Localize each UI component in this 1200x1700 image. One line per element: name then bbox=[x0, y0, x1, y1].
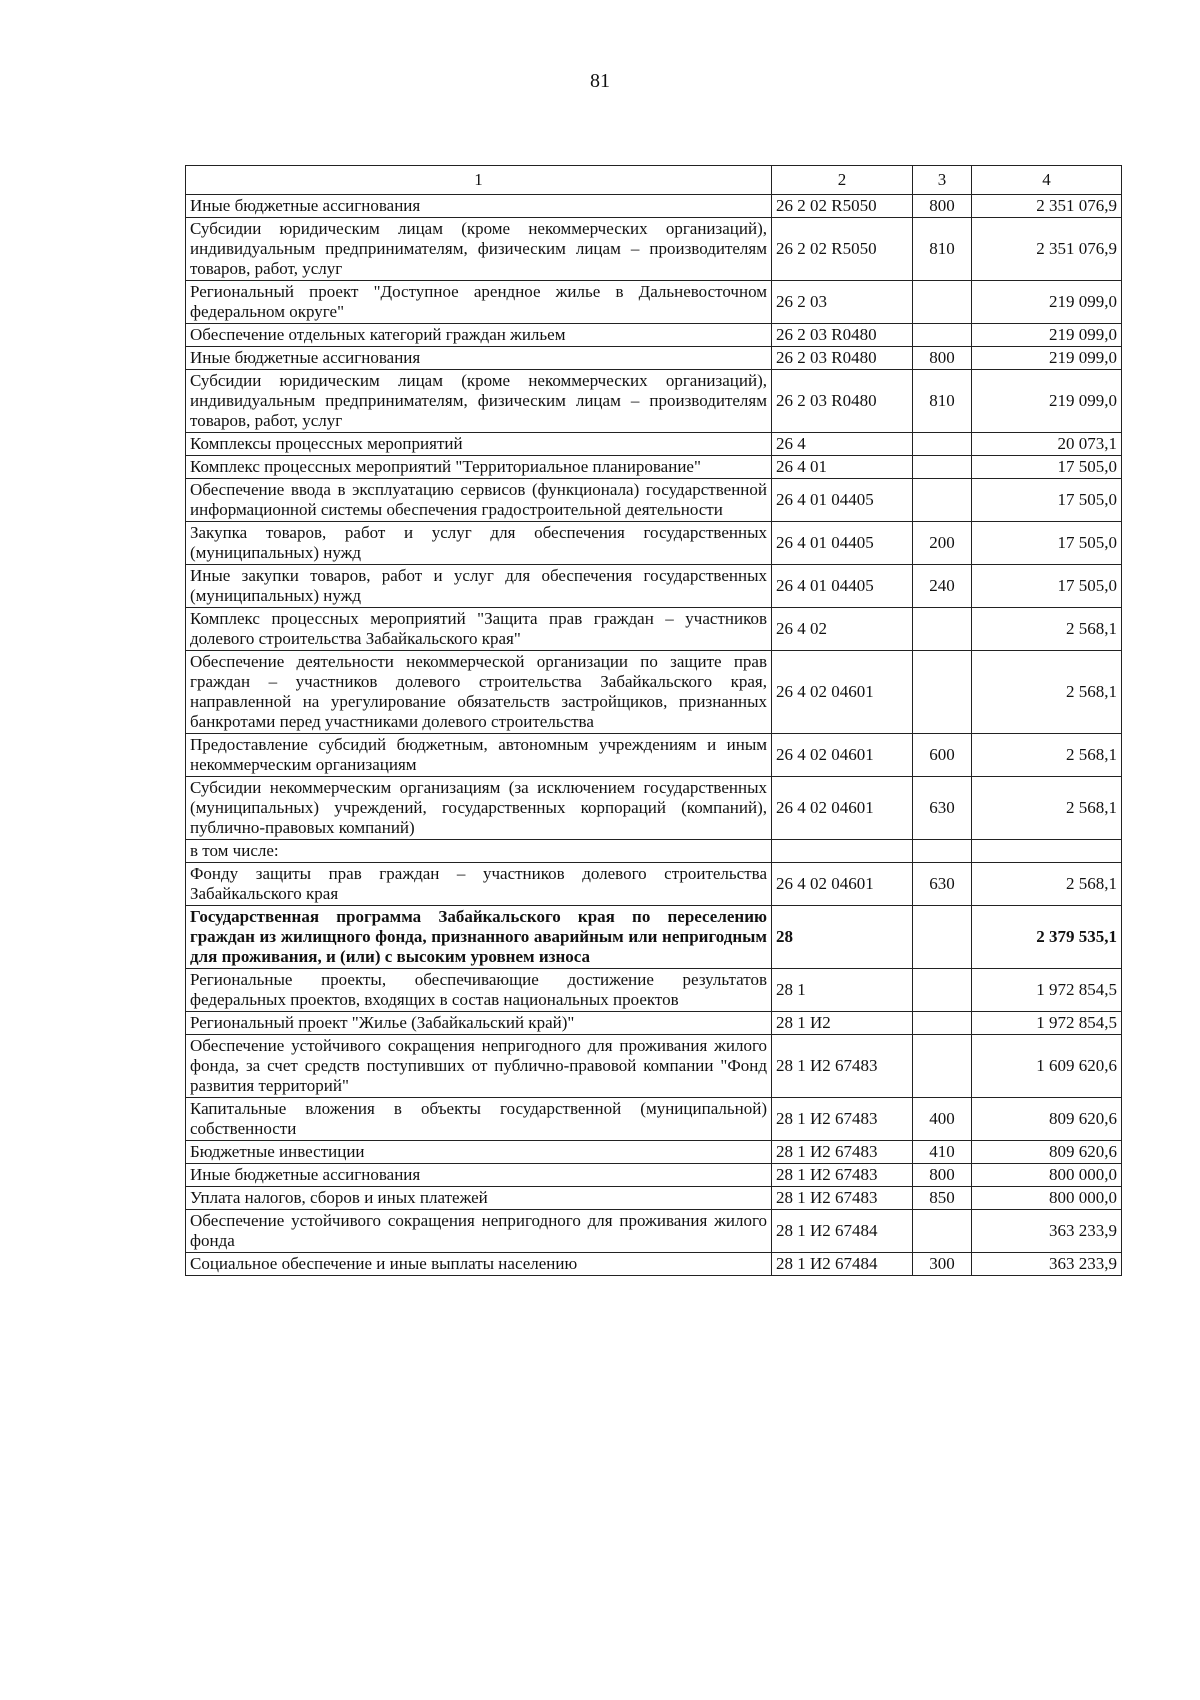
row-name: Комплекс процессных мероприятий "Территориальное планирование" bbox=[186, 456, 772, 479]
table-row bbox=[186, 1187, 1122, 1210]
row-expense-type bbox=[913, 651, 972, 734]
row-code bbox=[772, 840, 913, 863]
table-row bbox=[186, 347, 1122, 370]
row-amount: 2 379 535,1 bbox=[972, 906, 1122, 969]
row-code: 26 2 03 R0480 bbox=[772, 370, 913, 433]
row-code: 28 1 И2 67484 bbox=[772, 1210, 913, 1253]
table-row bbox=[186, 195, 1122, 218]
row-code: 28 1 И2 bbox=[772, 1012, 913, 1035]
row-name: Социальное обеспечение и иные выплаты населению bbox=[186, 1253, 772, 1276]
row-amount: 20 073,1 bbox=[972, 433, 1122, 456]
row-code: 26 4 bbox=[772, 433, 913, 456]
row-expense-type bbox=[913, 608, 972, 651]
row-expense-type: 850 bbox=[913, 1187, 972, 1210]
row-code: 26 4 02 04601 bbox=[772, 734, 913, 777]
row-amount: 363 233,9 bbox=[972, 1210, 1122, 1253]
row-name: Бюджетные инвестиции bbox=[186, 1141, 772, 1164]
table-row bbox=[186, 863, 1122, 906]
table-row bbox=[186, 651, 1122, 734]
row-name: Обеспечение деятельности некоммерческой организации по защите прав граждан – участников долевого строительства Забайкальского края, направленной на урегулирование обязательств застройщиков, признанных банкротами перед участниками долевого строительства bbox=[186, 651, 772, 734]
row-amount: 2 568,1 bbox=[972, 651, 1122, 734]
row-code: 28 1 И2 67483 bbox=[772, 1035, 913, 1098]
table-row bbox=[186, 1141, 1122, 1164]
row-amount: 1 972 854,5 bbox=[972, 1012, 1122, 1035]
row-name: Государственная программа Забайкальского края по переселению граждан из жилищного фонда, признанного аварийным или непригодным для проживания, и (или) с высоким уровнем износа bbox=[186, 906, 772, 969]
row-amount: 2 568,1 bbox=[972, 608, 1122, 651]
row-expense-type bbox=[913, 1012, 972, 1035]
column-header-3: 3 bbox=[913, 166, 972, 195]
row-code: 26 4 01 04405 bbox=[772, 479, 913, 522]
row-amount: 2 568,1 bbox=[972, 734, 1122, 777]
row-code: 28 1 И2 67484 bbox=[772, 1253, 913, 1276]
row-name: Закупка товаров, работ и услуг для обеспечения государственных (муниципальных) нужд bbox=[186, 522, 772, 565]
row-code: 26 4 02 04601 bbox=[772, 651, 913, 734]
row-amount bbox=[972, 840, 1122, 863]
row-name: Субсидии юридическим лицам (кроме некоммерческих организаций), индивидуальным предпринимателям, физическим лицам – производителям товаров, работ, услуг bbox=[186, 218, 772, 281]
row-expense-type bbox=[913, 840, 972, 863]
row-amount: 17 505,0 bbox=[972, 565, 1122, 608]
row-code: 26 2 02 R5050 bbox=[772, 195, 913, 218]
row-expense-type: 810 bbox=[913, 218, 972, 281]
row-code: 28 1 И2 67483 bbox=[772, 1098, 913, 1141]
row-name: Региональные проекты, обеспечивающие достижение результатов федеральных проектов, входящих в состав национальных проектов bbox=[186, 969, 772, 1012]
row-amount: 17 505,0 bbox=[972, 456, 1122, 479]
row-amount: 17 505,0 bbox=[972, 522, 1122, 565]
table-row bbox=[186, 969, 1122, 1012]
row-expense-type: 800 bbox=[913, 347, 972, 370]
table-row bbox=[186, 1210, 1122, 1253]
row-code: 26 4 02 04601 bbox=[772, 777, 913, 840]
table-row bbox=[186, 370, 1122, 433]
row-amount: 219 099,0 bbox=[972, 281, 1122, 324]
table-row bbox=[186, 281, 1122, 324]
row-expense-type bbox=[913, 969, 972, 1012]
row-amount: 2 351 076,9 bbox=[972, 195, 1122, 218]
row-amount: 809 620,6 bbox=[972, 1141, 1122, 1164]
table-row bbox=[186, 1035, 1122, 1098]
row-code: 26 2 03 R0480 bbox=[772, 347, 913, 370]
row-expense-type: 240 bbox=[913, 565, 972, 608]
row-name: Комплексы процессных мероприятий bbox=[186, 433, 772, 456]
column-header-4: 4 bbox=[972, 166, 1122, 195]
row-code: 26 2 02 R5050 bbox=[772, 218, 913, 281]
row-expense-type: 630 bbox=[913, 863, 972, 906]
row-expense-type bbox=[913, 1210, 972, 1253]
row-expense-type bbox=[913, 281, 972, 324]
row-name: Иные закупки товаров, работ и услуг для обеспечения государственных (муниципальных) нужд bbox=[186, 565, 772, 608]
row-name: в том числе: bbox=[186, 840, 772, 863]
row-expense-type: 400 bbox=[913, 1098, 972, 1141]
row-amount: 363 233,9 bbox=[972, 1253, 1122, 1276]
table-row bbox=[186, 479, 1122, 522]
table-row bbox=[186, 1164, 1122, 1187]
row-code: 26 2 03 R0480 bbox=[772, 324, 913, 347]
row-amount: 17 505,0 bbox=[972, 479, 1122, 522]
row-name: Предоставление субсидий бюджетным, автономным учреждениям и иным некоммерческим организациям bbox=[186, 734, 772, 777]
row-expense-type: 300 bbox=[913, 1253, 972, 1276]
table-row bbox=[186, 1012, 1122, 1035]
table-row bbox=[186, 456, 1122, 479]
row-code: 26 4 01 04405 bbox=[772, 565, 913, 608]
row-amount: 809 620,6 bbox=[972, 1098, 1122, 1141]
row-code: 28 1 И2 67483 bbox=[772, 1164, 913, 1187]
row-code: 28 bbox=[772, 906, 913, 969]
row-name: Капитальные вложения в объекты государственной (муниципальной) собственности bbox=[186, 1098, 772, 1141]
row-code: 28 1 И2 67483 bbox=[772, 1141, 913, 1164]
table-row bbox=[186, 324, 1122, 347]
row-code: 26 2 03 bbox=[772, 281, 913, 324]
row-expense-type bbox=[913, 433, 972, 456]
row-amount: 1 609 620,6 bbox=[972, 1035, 1122, 1098]
row-amount: 800 000,0 bbox=[972, 1164, 1122, 1187]
row-code: 26 4 02 04601 bbox=[772, 863, 913, 906]
row-name: Иные бюджетные ассигнования bbox=[186, 195, 772, 218]
row-name: Иные бюджетные ассигнования bbox=[186, 347, 772, 370]
row-amount: 2 351 076,9 bbox=[972, 218, 1122, 281]
row-name: Обеспечение устойчивого сокращения непригодного для проживания жилого фонда, за счет средств поступивших от публично-правовой компании "Фонд развития территорий" bbox=[186, 1035, 772, 1098]
row-expense-type: 800 bbox=[913, 1164, 972, 1187]
row-code: 28 1 bbox=[772, 969, 913, 1012]
table-row bbox=[186, 433, 1122, 456]
row-expense-type bbox=[913, 1035, 972, 1098]
table-row bbox=[186, 840, 1122, 863]
column-header-1: 1 bbox=[186, 166, 772, 195]
row-expense-type: 810 bbox=[913, 370, 972, 433]
page-number: 81 bbox=[590, 70, 610, 92]
row-expense-type bbox=[913, 906, 972, 969]
row-expense-type: 600 bbox=[913, 734, 972, 777]
row-name: Региональный проект "Жилье (Забайкальский край)" bbox=[186, 1012, 772, 1035]
row-expense-type bbox=[913, 456, 972, 479]
row-name: Субсидии юридическим лицам (кроме некоммерческих организаций), индивидуальным предпринимателям, физическим лицам – производителям товаров, работ, услуг bbox=[186, 370, 772, 433]
table-row bbox=[186, 777, 1122, 840]
row-expense-type: 630 bbox=[913, 777, 972, 840]
row-name: Комплекс процессных мероприятий "Защита прав граждан – участников долевого строительства Забайкальского края" bbox=[186, 608, 772, 651]
row-expense-type: 200 bbox=[913, 522, 972, 565]
row-expense-type bbox=[913, 479, 972, 522]
row-amount: 2 568,1 bbox=[972, 863, 1122, 906]
row-name: Обеспечение устойчивого сокращения непригодного для проживания жилого фонда bbox=[186, 1210, 772, 1253]
row-amount: 1 972 854,5 bbox=[972, 969, 1122, 1012]
row-name: Обеспечение отдельных категорий граждан жильем bbox=[186, 324, 772, 347]
table-row bbox=[186, 906, 1122, 969]
row-amount: 800 000,0 bbox=[972, 1187, 1122, 1210]
row-expense-type: 410 bbox=[913, 1141, 972, 1164]
row-amount: 2 568,1 bbox=[972, 777, 1122, 840]
row-name: Фонду защиты прав граждан – участников долевого строительства Забайкальского края bbox=[186, 863, 772, 906]
row-code: 28 1 И2 67483 bbox=[772, 1187, 913, 1210]
row-code: 26 4 01 04405 bbox=[772, 522, 913, 565]
table-row bbox=[186, 522, 1122, 565]
row-expense-type: 800 bbox=[913, 195, 972, 218]
table-row bbox=[186, 608, 1122, 651]
row-name: Иные бюджетные ассигнования bbox=[186, 1164, 772, 1187]
table-row bbox=[186, 565, 1122, 608]
table-row bbox=[186, 1098, 1122, 1141]
row-amount: 219 099,0 bbox=[972, 324, 1122, 347]
row-amount: 219 099,0 bbox=[972, 370, 1122, 433]
row-code: 26 4 01 bbox=[772, 456, 913, 479]
row-name: Субсидии некоммерческим организациям (за исключением государственных (муниципальных) учреждений, государственных корпораций (компаний), публично-правовых компаний) bbox=[186, 777, 772, 840]
row-name: Уплата налогов, сборов и иных платежей bbox=[186, 1187, 772, 1210]
budget-table bbox=[185, 165, 1122, 1276]
column-header-2: 2 bbox=[772, 166, 913, 195]
table-row bbox=[186, 1253, 1122, 1276]
row-name: Обеспечение ввода в эксплуатацию сервисов (функционала) государственной информационной системы обеспечения градостроительной деятельности bbox=[186, 479, 772, 522]
table-header-row bbox=[186, 166, 1122, 195]
table-row bbox=[186, 734, 1122, 777]
row-name: Региональный проект "Доступное арендное жилье в Дальневосточном федеральном округе" bbox=[186, 281, 772, 324]
row-amount: 219 099,0 bbox=[972, 347, 1122, 370]
table-row bbox=[186, 218, 1122, 281]
row-code: 26 4 02 bbox=[772, 608, 913, 651]
row-expense-type bbox=[913, 324, 972, 347]
